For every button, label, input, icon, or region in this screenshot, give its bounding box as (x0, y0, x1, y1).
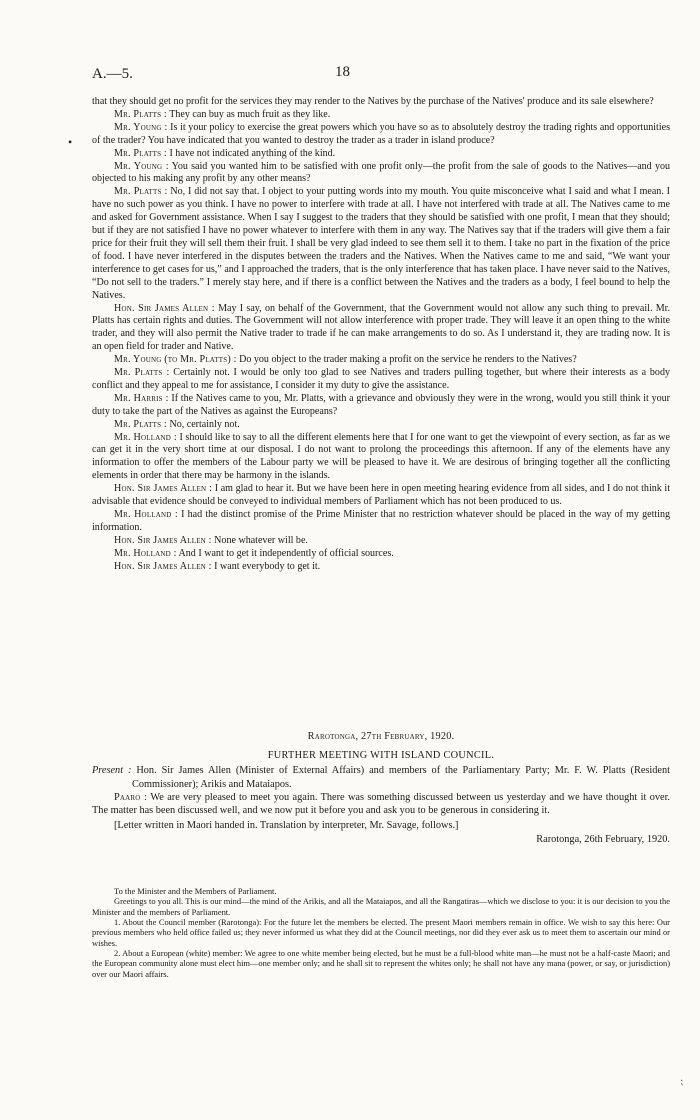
speaker: Mr. Young : (114, 121, 168, 133)
speaker: Mr. Platts : (114, 186, 168, 198)
transcript-paragraph: Hon. Sir James Allen : May I say, on behalf of the Government, that the Government would not allow any such thing to prevail. Mr. Platts has certain rights and duties. The Government will not allow interference with proper trade. They will leave it an open thing to the white trader, and they will also permit the Native trader to trade if he can make arrangements to do so. As I understand it, they are trading now. It is an open field for trader and Native. (92, 302, 670, 353)
letter-date: Rarotonga, 26th February, 1920. (536, 834, 670, 846)
transcript-paragraph: Hon. Sir James Allen : None whatever will be. (114, 534, 308, 546)
transcript-body (92, 96, 670, 574)
speaker: Mr. Platts : (114, 367, 170, 379)
document-reference: A.—5. (92, 66, 133, 82)
speaker: Mr. Platts : (114, 418, 167, 430)
transcript-paragraph: Mr. Holland : I should like to say to all the different elements here that I for one want to get the viewpoint of every section, as far as we can get it in the very short time at our disposal. I do not want to prolong the proceedings this afternoon. If any of the elements have any information to offer the members of the Labour party we will be pleased to have it. We are desirous of bringing together all the conflicting elements in order that there may be harmony in the islands. (92, 431, 670, 482)
speaker: Mr. Harris : (114, 392, 169, 404)
place-date-heading: Rarotonga, 27th February, 1920. (307, 731, 455, 742)
transcript-paragraph: Mr. Holland : And I want to get it independently of official sources. (114, 547, 394, 559)
transcript-paragraph: Hon. Sir James Allen : I am glad to hear it. But we have been here in open meeting hearing evidence from all sides, and I do not think it advisable that evidence should be conveyed to individual members of Parliament which has not been produced to us. (92, 483, 671, 508)
margin-mark: • (68, 135, 73, 149)
transcript-paragraph: Mr. Young (to Mr. Platts) : Do you object to the trader making a profit on the service he renders to the Natives? (114, 354, 577, 366)
speaker: Mr. Young : (114, 160, 169, 172)
speaker: Paaro : (114, 791, 148, 803)
paaro-paragraph: Paaro : We are very pleased to meet you again. There was something discussed between us yesterday and we have thought it over. The matter has been discussed well, and we now put it before you and ask you to be generous in considering it. (92, 791, 671, 817)
speaker: Hon. Sir James Allen : (114, 534, 212, 546)
letter-point-1: 1. About the Council member (Rarotonga): For the future let the members be elected. The present Maori members remain in office. We wish to say this here: Our previous members who held office failed us; they never informed us what they did at the Council meetings, nor did they ever ask us to meet them to ascertain our mind or wishes. (92, 917, 670, 948)
speaker: Mr. Platts : (114, 108, 167, 120)
transcript-paragraph: that they should get no profit for the services they may render to the Natives by the purchase of the Natives' produce and its sale elsewhere? (92, 96, 654, 107)
transcript-paragraph: Mr. Platts : No, certainly not. (114, 418, 240, 430)
transcript-paragraph: Mr. Holland : I had the distinct promise of the Prime Minister that no restriction whatever should be placed in the way of my getting information. (92, 509, 671, 533)
letter-point-2: 2. About a European (white) member: We agree to one white member being elected, but he must be a full-blood white man—he must not be a half-caste Maori; and the European community alone must elect him—one member only; and he shall sit to represent the whites only; he shall not have any mana (power, or say, or jurisdiction) over our Maori affairs. (92, 948, 670, 979)
speaker: Mr. Holland : (114, 431, 177, 443)
transcript-paragraph: Mr. Harris : If the Natives came to you, Mr. Platts, with a grievance and obviously they were in the wrong, would you still think it your duty to take the part of the Natives as against the Europeans? (92, 392, 670, 417)
speaker: Hon. Sir James Allen : (114, 560, 212, 572)
edge-mark: ⁏ (680, 1076, 684, 1087)
section-title: FURTHER MEETING WITH ISLAND COUNCIL. (267, 750, 495, 762)
speaker: Hon. Sir James Allen : (114, 483, 213, 495)
present-label: Present : (92, 765, 132, 777)
page-number: 18 (335, 64, 350, 80)
present-line: Present : Hon. Sir James Allen (Minister of External Affairs) and members of the Parliamentary Party; Mr. F. W. Platts (Resident Commissioner); Arikis and Mataiapos. (92, 765, 670, 790)
letter-salutation: To the Minister and the Members of Parliament. (114, 886, 277, 896)
transcript-paragraph: Hon. Sir James Allen : I want everybody to get it. (114, 560, 321, 572)
meeting-section (92, 730, 670, 847)
speaker: Mr. Holland : (114, 547, 177, 559)
letter-note: [Letter written in Maori handed in. Translation by interpreter, Mr. Savage, follows.] (114, 820, 459, 832)
speaker: Mr. Holland : (114, 509, 178, 520)
letter-text (92, 886, 670, 979)
transcript-paragraph: Mr. Platts : No, I did not say that. I object to your putting words into my mouth. You quite misconceive what I said and what I mean. I have no such power as you think. I have no power to interfere with trade at all. I have not interfered with trade at all. The Natives came to me and asked for Government assistance. When I say I suggest to the traders that they should be satisfied with one profit, I mean that they should; but if they are not satisfied I have no power whatever to interfere with them in any way. The Natives say that if the traders will give them a fair price for their fruit they will sell them their fruit. I shall be very glad indeed to see them sell it to them. I take no part in the fixation of the price of food. I have never interfered in the disputes between the traders and the Natives. When the Natives came to me and said, “We want your interference to get cases for us,” and I approached the traders, that is the only interference that has taken place. I have never said to the Natives, “Do not sell to the traders.” I merely stay here, and if there is a conflict between the Natives and the traders as a body, I feel bound to help the Natives. (92, 186, 671, 301)
letter-greetings: Greetings to you all. This is our mind—the mind of the Arikis, and all the Mataiapos, and all the Rangatiras—which we disclose to you: it is our decision to you the Minister and the members of Parliament. (92, 896, 670, 917)
transcript-paragraph: Mr. Young : Is it your policy to exercise the great powers which you have so as to absolutely destroy the trading rights and opportunities of the trader? You have indicated that you wanted to destroy the trader as a trader in island produce? (92, 121, 670, 146)
transcript-paragraph: Mr. Platts : Certainly not. I would be only too glad to see Natives and traders pulling together, but where their interests as a body conflict and they appeal to me for assistance, I consider it my duty to give the assistance. (92, 367, 671, 391)
transcript-paragraph: Mr. Platts : I have not indicated anything of the kind. (114, 147, 336, 159)
speaker: Mr. Platts : (114, 147, 167, 159)
transcript-paragraph: Mr. Platts : They can buy as much fruit as they like. (114, 108, 331, 120)
speaker: Hon. Sir James Allen : (114, 302, 215, 314)
transcript-paragraph: Mr. Young : You said you wanted him to be satisfied with one profit only—the profit from the sale of goods to the Natives—and you objected to his making any profit by any other means? (92, 160, 671, 185)
speaker: Mr. Young (to Mr. Platts) : (114, 354, 237, 366)
